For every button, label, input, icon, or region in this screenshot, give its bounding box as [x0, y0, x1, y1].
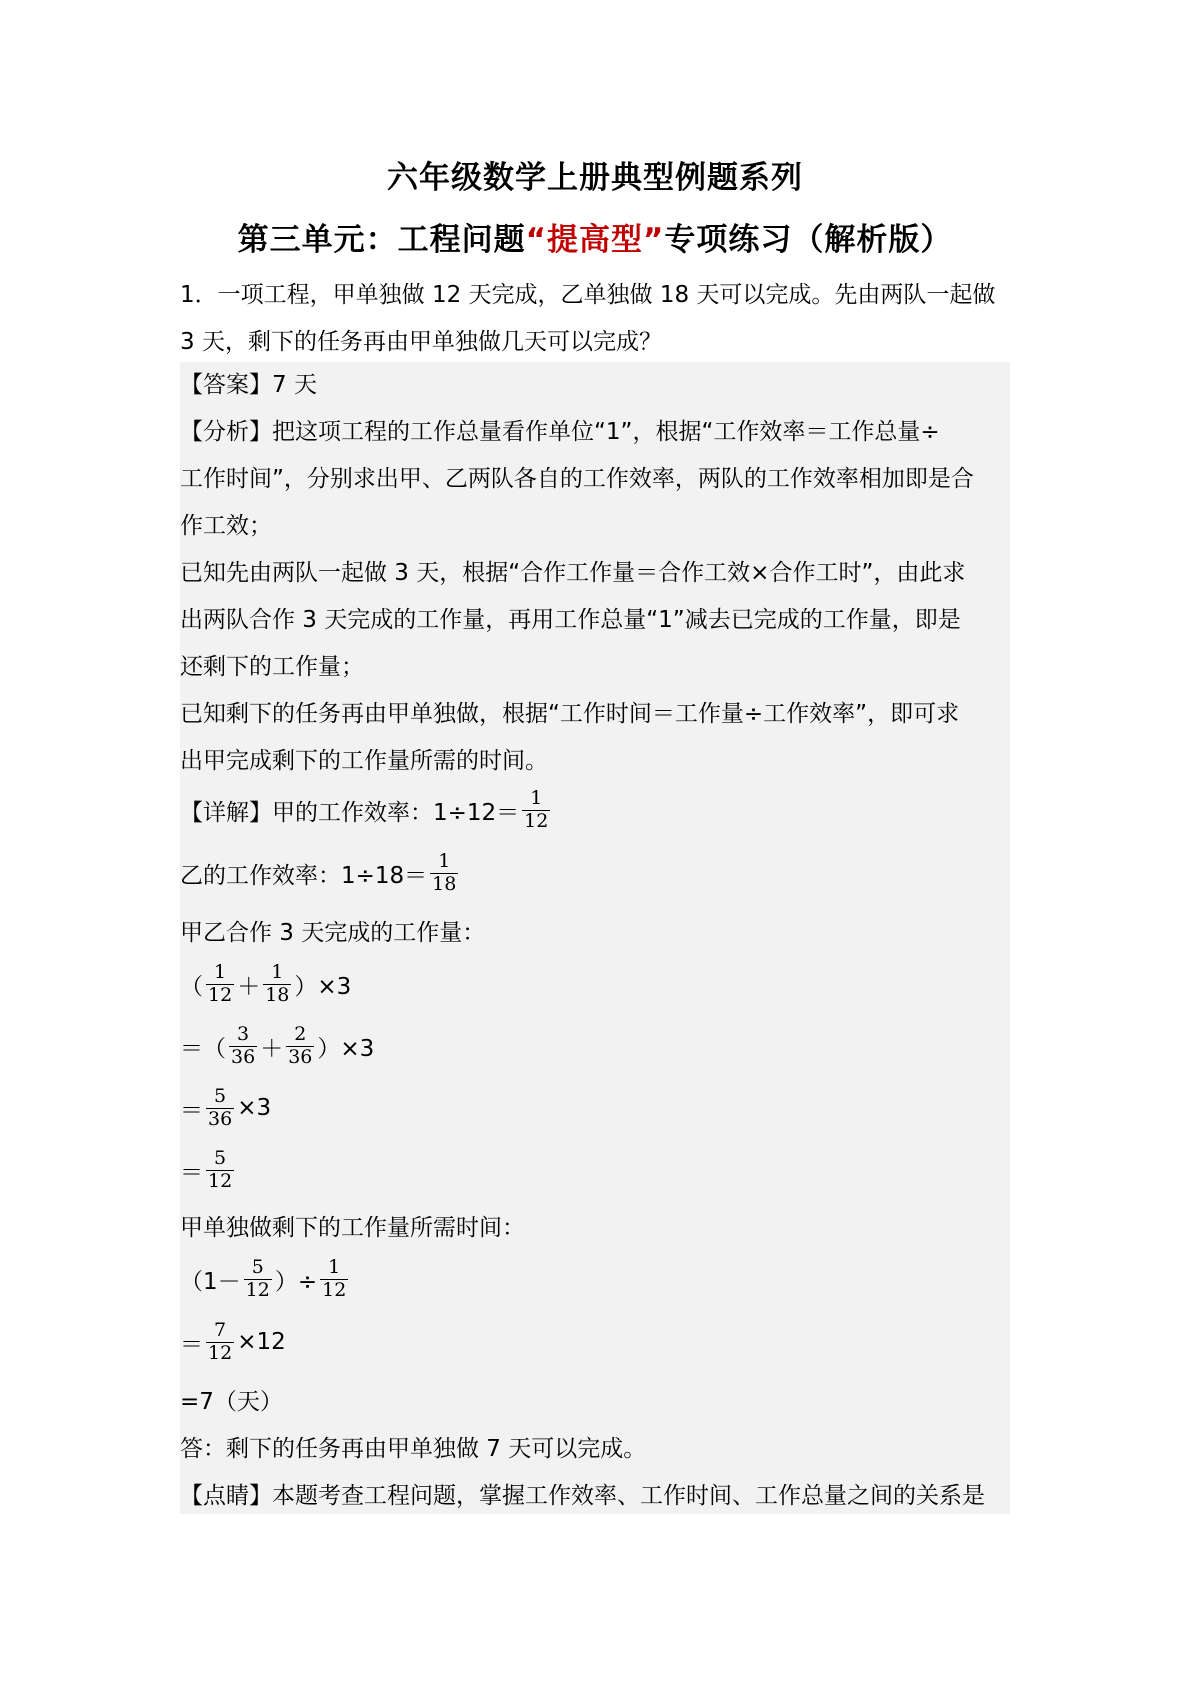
subtitle-prefix: 第三单元：工程问题 [237, 222, 526, 258]
fraction-numerator: 1 [328, 1256, 341, 1278]
paren-open: （ [180, 973, 203, 1000]
analysis-line-2: 工作时间”，分别求出甲、乙两队各自的工作效率，两队的工作效率相加即是合 [180, 466, 974, 492]
plus-sign: ＋ [237, 973, 261, 1000]
calc-step-4 [180, 1148, 237, 1193]
remain-result: =7（天） [180, 1389, 283, 1415]
fraction-numerator: 5 [251, 1256, 264, 1278]
fraction [206, 1320, 234, 1365]
document-subtitle [0, 214, 1190, 259]
fraction [206, 1148, 234, 1193]
fraction [430, 851, 458, 896]
detail-label: 【详解】 [180, 799, 272, 826]
paren-close-divide: ）÷ [274, 1268, 318, 1295]
fraction-numerator: 2 [294, 1023, 307, 1045]
fraction-numerator: 1 [271, 961, 284, 983]
question-text: 1．一项工程，甲单独做 12 天完成，乙单独做 18 天可以完成。先由两队一起做 3 天，剩下的任务再由甲单独做几天可以完成？ [180, 282, 996, 355]
detail-jia-efficiency [180, 788, 553, 833]
analysis-line-5: 出两队合作 3 天完成的工作量，再用工作总量“1”减去已完成的工作量，即是 [180, 607, 961, 633]
fraction-numerator: 1 [438, 850, 451, 872]
remain-step-2 [180, 1320, 286, 1365]
remain-label: 甲单独做剩下的工作量所需时间： [180, 1215, 525, 1241]
fraction-denominator: 12 [208, 1341, 233, 1364]
fraction-numerator: 5 [214, 1147, 227, 1169]
calc-step-1 [180, 962, 351, 1007]
analysis-text-1: 把这项工程的工作总量看作单位“1”，根据“工作效率＝工作总量÷ [272, 419, 940, 445]
fraction-denominator: 36 [288, 1045, 313, 1068]
tip-text: 本题考查工程问题，掌握工作效率、工作时间、工作总量之间的关系是 [272, 1483, 985, 1509]
analysis-line-1 [180, 417, 1010, 447]
detail-yi-efficiency [180, 851, 461, 896]
fraction-numerator: 5 [214, 1085, 227, 1107]
analysis-line-6: 还剩下的工作量； [180, 654, 364, 680]
fraction [263, 962, 291, 1007]
fraction-denominator: 12 [322, 1278, 347, 1301]
tip-line [180, 1481, 1010, 1511]
conclusion: 答：剩下的任务再由甲单独做 7 天可以完成。 [180, 1436, 647, 1462]
fraction-denominator: 12 [208, 1169, 233, 1192]
fraction [286, 1024, 314, 1069]
fraction [229, 1024, 257, 1069]
subtitle-highlight: “提高型” [525, 222, 665, 258]
fraction-denominator: 18 [432, 872, 457, 895]
jia-efficiency-text: 甲的工作效率：1÷12＝ [272, 799, 520, 826]
document-title: 六年级数学上册典型例题系列 [387, 160, 803, 196]
answer-label: 【答案】 [180, 372, 272, 398]
times-three: ×3 [237, 1095, 272, 1122]
fraction [206, 962, 234, 1007]
together-label: 甲乙合作 3 天完成的工作量： [180, 920, 486, 946]
tip-label: 【点睛】 [180, 1483, 272, 1509]
calc-step-2 [180, 1024, 374, 1069]
fraction-denominator: 12 [245, 1278, 270, 1301]
times-twelve: ×12 [237, 1329, 286, 1356]
answer-text: 7 天 [272, 372, 317, 398]
fraction-numerator: 7 [214, 1319, 227, 1341]
paren-close-times: ）×3 [294, 973, 352, 1000]
calc-step-3 [180, 1086, 271, 1131]
equals-paren-open: ＝（ [180, 1035, 226, 1062]
equals-sign: ＝ [180, 1331, 203, 1358]
analysis-line-3: 作工效； [180, 513, 272, 539]
fraction-numerator: 1 [214, 961, 227, 983]
analysis-line-8: 出甲完成剩下的工作量所需的时间。 [180, 748, 548, 774]
paren-close-times: ）×3 [317, 1035, 375, 1062]
fraction-denominator: 12 [208, 983, 233, 1006]
fraction-denominator: 12 [524, 809, 549, 832]
equals-sign: ＝ [180, 1159, 203, 1186]
fraction-denominator: 36 [208, 1107, 233, 1130]
fraction-numerator: 3 [237, 1023, 250, 1045]
fraction [522, 788, 550, 833]
analysis-line-4: 已知先由两队一起做 3 天，根据“合作工作量＝合作工效×合作工时”，由此求 [180, 560, 966, 586]
fraction-numerator: 1 [530, 787, 543, 809]
analysis-label: 【分析】 [180, 419, 272, 445]
answer-line [180, 370, 1010, 400]
fraction [244, 1257, 272, 1302]
plus-sign: ＋ [260, 1035, 284, 1062]
analysis-line-7: 已知剩下的任务再由甲单独做，根据“工作时间＝工作量÷工作效率”，即可求 [180, 701, 960, 727]
yi-efficiency-text: 乙的工作效率：1÷18＝ [180, 862, 428, 889]
paren-one-minus: （1－ [180, 1268, 241, 1295]
remain-step-1 [180, 1257, 351, 1302]
fraction-denominator: 18 [265, 983, 290, 1006]
fraction [206, 1086, 234, 1131]
subtitle-suffix: 专项练习（解析版） [664, 222, 953, 258]
equals-sign: ＝ [180, 1097, 203, 1124]
fraction [320, 1257, 348, 1302]
fraction-denominator: 36 [231, 1045, 256, 1068]
